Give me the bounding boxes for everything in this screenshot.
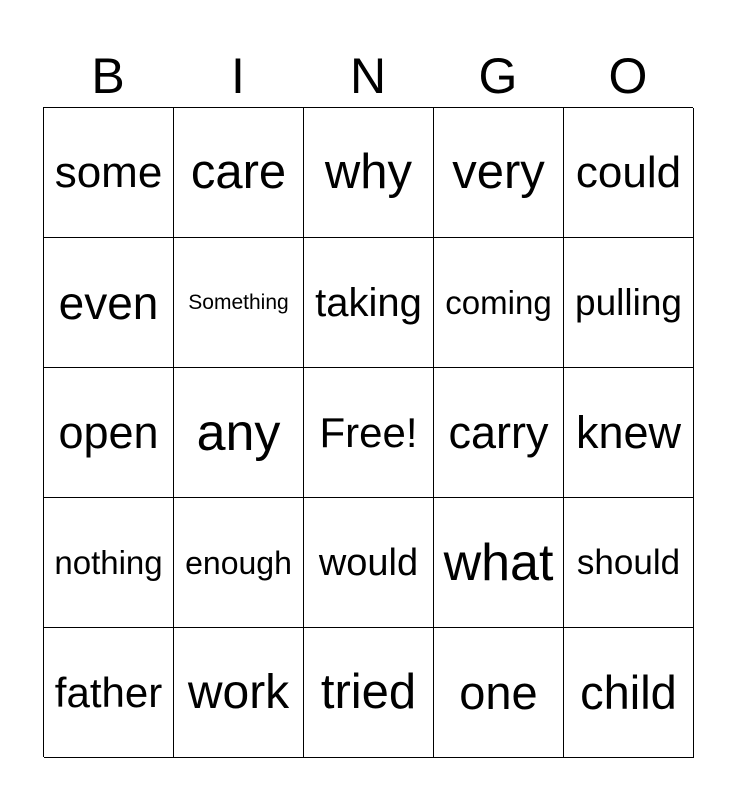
- bingo-cell-2-5[interactable]: [564, 238, 694, 368]
- bingo-cell-4-4[interactable]: [434, 498, 564, 628]
- cell-word: care: [190, 145, 287, 199]
- cell-word: carry: [448, 407, 549, 458]
- cell-word: coming: [445, 284, 552, 321]
- cell-word: should: [576, 543, 681, 582]
- bingo-cell-5-3[interactable]: [304, 628, 434, 758]
- header-letter-g: G: [478, 48, 518, 104]
- cell-word: nothing: [54, 544, 163, 581]
- cell-word: what: [443, 533, 554, 592]
- bingo-cell-3-2[interactable]: [174, 368, 304, 498]
- cell-word: one: [459, 666, 538, 719]
- header-letter-o: O: [608, 48, 648, 104]
- cell-word: enough: [185, 544, 292, 581]
- bingo-cell-4-1[interactable]: [44, 498, 174, 628]
- bingo-cell-2-2[interactable]: [174, 238, 304, 368]
- cell-word: would: [318, 541, 419, 584]
- header-letter-b: B: [91, 48, 125, 104]
- bingo-cell-2-4[interactable]: [434, 238, 564, 368]
- bingo-cell-5-5[interactable]: [564, 628, 694, 758]
- bingo-cell-5-4[interactable]: [434, 628, 564, 758]
- bingo-cell-2-1[interactable]: [44, 238, 174, 368]
- header-letter-i: I: [231, 48, 245, 104]
- cell-word: tried: [320, 665, 417, 719]
- cell-word: work: [187, 665, 290, 719]
- bingo-cell-4-3[interactable]: [304, 498, 434, 628]
- bingo-cell-5-1[interactable]: [44, 628, 174, 758]
- cell-word: could: [575, 147, 682, 197]
- bingo-cell-1-1[interactable]: [44, 108, 174, 238]
- cell-word: taking: [315, 280, 422, 325]
- bingo-cell-2-3[interactable]: [304, 238, 434, 368]
- cell-word: Something: [188, 291, 289, 314]
- cell-word: Free!: [319, 408, 418, 456]
- cell-word: even: [58, 276, 159, 329]
- bingo-cell-1-5[interactable]: [564, 108, 694, 238]
- bingo-cell-3-5[interactable]: [564, 368, 694, 498]
- bingo-cell-1-3[interactable]: [304, 108, 434, 238]
- bingo-cell-4-5[interactable]: [564, 498, 694, 628]
- cell-word: knew: [575, 407, 682, 458]
- cell-word: any: [196, 403, 281, 462]
- bingo-cell-5-2[interactable]: [174, 628, 304, 758]
- bingo-cell-1-2[interactable]: [174, 108, 304, 238]
- bingo-board: [43, 107, 693, 757]
- bingo-cell-1-4[interactable]: [434, 108, 564, 238]
- cell-word: very: [452, 145, 545, 199]
- bingo-cell-3-4[interactable]: [434, 368, 564, 498]
- header-letter-n: N: [349, 48, 387, 104]
- bingo-header: [43, 44, 693, 108]
- cell-word: father: [54, 668, 163, 716]
- cell-word: child: [580, 666, 677, 719]
- cell-word: why: [324, 145, 413, 199]
- cell-word: pulling: [575, 282, 682, 323]
- bingo-cell-3-1[interactable]: [44, 368, 174, 498]
- bingo-cell-4-2[interactable]: [174, 498, 304, 628]
- cell-word: some: [54, 147, 163, 197]
- bingo-cell-3-3[interactable]: [304, 368, 434, 498]
- cell-word: open: [58, 407, 159, 458]
